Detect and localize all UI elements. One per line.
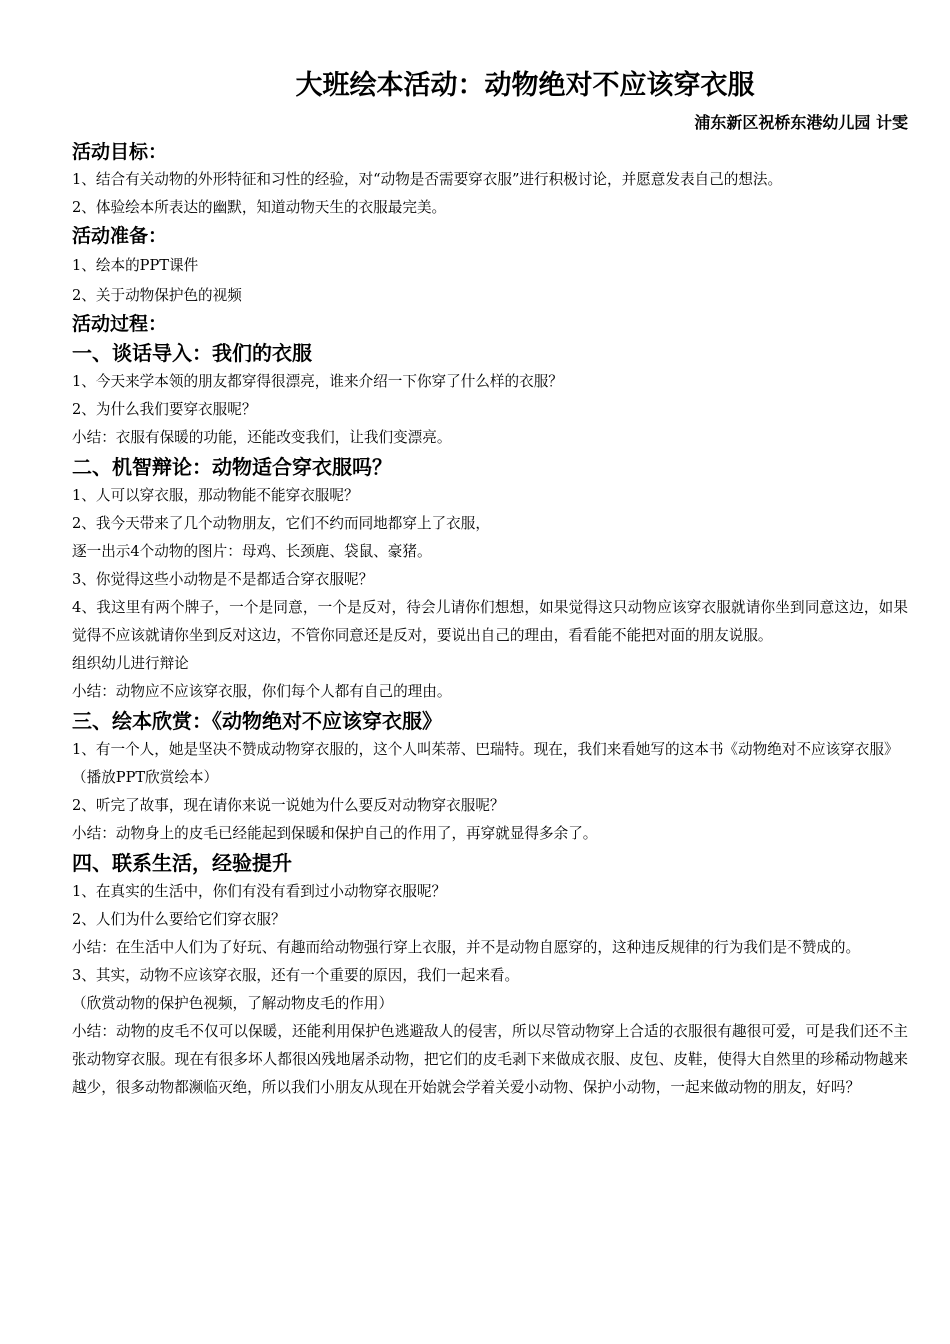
step3-line: （播放PPT欣赏绘本）	[72, 769, 219, 786]
prep-item: 2、关于动物保护色的视频	[72, 287, 242, 304]
step1-line: 1、今天来学本领的朋友都穿得很漂亮，谁来介绍一下你穿了什么样的衣服？	[72, 373, 563, 390]
step4-line: 1、在真实的生活中，你们有没有看到过小动物穿衣服呢？	[72, 883, 447, 900]
goals-heading: 活动目标：	[72, 141, 168, 163]
step2-line: 4、我这里有两个牌子，一个是同意，一个是反对，待会儿请你们想想，如果觉得这只动物应该穿衣服就请你坐到同意这边，如果觉得不应该就请你坐到反对这边，不管你同意还是反对，要说出自己的理由，看看能不能把对面的朋友说服。	[72, 599, 908, 644]
step2-line: 1、人可以穿衣服，那动物能不能穿衣服呢？	[72, 487, 359, 504]
step3-heading: 三、绘本欣赏：《动物绝对不应该穿衣服》	[72, 709, 442, 733]
document-page	[72, 60, 908, 1102]
author-line: 浦东新区祝桥东港幼儿园 计雯	[694, 113, 908, 132]
step4-summary: 小结：动物的皮毛不仅可以保暖，还能利用保护色逃避敌人的侵害，所以尽管动物穿上合适的衣服很有趣很可爱，可是我们还不主张动物穿衣服。现在有很多坏人都很凶残地屠杀动物，把它们的皮毛剥下来做成衣服、皮包、皮鞋，使得大自然里的珍稀动物越来越少，很多动物都濒临灭绝，所以我们小朋友从现在开始就会学着关爱小动物、保护小动物，一起来做动物的朋友，好吗？	[72, 1023, 908, 1096]
step4-line: 2、人们为什么要给它们穿衣服？	[72, 911, 286, 928]
step4-line: （欣赏动物的保护色视频，了解动物皮毛的作用）	[72, 995, 394, 1012]
step4-line: 3、其实，动物不应该穿衣服，还有一个重要的原因，我们一起来看。	[72, 967, 520, 984]
step1-summary: 小结：衣服有保暖的功能，还能改变我们，让我们变漂亮。	[72, 429, 452, 446]
step2-line: 3、你觉得这些小动物是不是都适合穿衣服呢？	[72, 571, 374, 588]
step2-summary: 小结：动物应不应该穿衣服，你们每个人都有自己的理由。	[72, 683, 452, 700]
goal-item: 1、结合有关动物的外形特征和习性的经验，对“动物是否需要穿衣服”进行积极讨论，并愿意发表自己的想法。	[72, 171, 783, 188]
step3-summary: 小结：动物身上的皮毛已经能起到保暖和保护自己的作用了，再穿就显得多余了。	[72, 825, 598, 842]
step2-line: 逐一出示4个动物的图片：母鸡、长颈鹿、袋鼠、豪猪。	[72, 543, 432, 560]
process-heading: 活动过程：	[72, 313, 168, 335]
document-title: 大班绘本活动：动物绝对不应该穿衣服	[295, 70, 755, 101]
step3-line: 2、听完了故事，现在请你来说一说她为什么要反对动物穿衣服呢？	[72, 797, 505, 814]
prep-item: 1、绘本的PPT课件	[72, 257, 199, 274]
step1-line: 2、为什么我们要穿衣服呢？	[72, 401, 257, 418]
goal-item: 2、体验绘本所表达的幽默，知道动物天生的衣服最完美。	[72, 199, 447, 216]
step3-line: 1、有一个人，她是坚决不赞成动物穿衣服的，这个人叫茱蒂、巴瑞特。现在，我们来看她写的这本书《动物绝对不应该穿衣服》	[72, 741, 899, 758]
step2-heading: 二、机智辩论：动物适合穿衣服吗？	[72, 455, 392, 479]
step4-heading: 四、联系生活，经验提升	[72, 851, 292, 875]
prep-heading: 活动准备：	[72, 225, 168, 247]
step2-line: 组织幼儿进行辩论	[72, 655, 189, 672]
step1-heading: 一、谈话导入：我们的衣服	[72, 341, 312, 365]
step2-line: 2、我今天带来了几个动物朋友，它们不约而同地都穿上了衣服，	[72, 515, 490, 532]
step4-summary: 小结：在生活中人们为了好玩、有趣而给动物强行穿上衣服，并不是动物自愿穿的，这种违反规律的行为我们是不赞成的。	[72, 939, 861, 956]
